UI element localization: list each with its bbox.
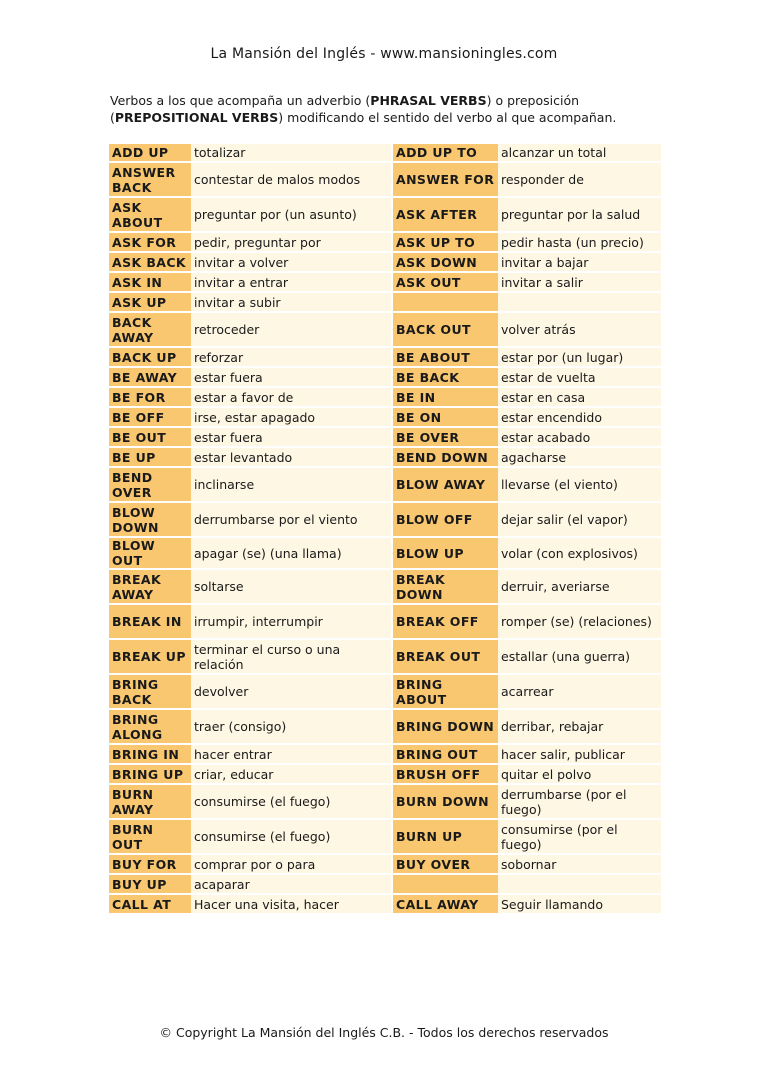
table-row xyxy=(109,785,661,818)
definition-right: romper (se) (relaciones) xyxy=(498,605,661,638)
verb-left: BRING BACK xyxy=(109,675,191,708)
definition-right: agacharse xyxy=(498,448,661,466)
verb-right: BRING OUT xyxy=(393,745,498,763)
definition-left: invitar a volver xyxy=(191,253,391,271)
verb-right: BURN UP xyxy=(393,820,498,853)
table-row xyxy=(109,368,661,386)
definition-left: criar, educar xyxy=(191,765,391,783)
table-row xyxy=(109,293,661,311)
definition-left: apagar (se) (una llama) xyxy=(191,538,391,568)
page-footer: © Copyright La Mansión del Inglés C.B. - Todos los derechos reservados xyxy=(159,1025,609,1040)
definition-left: estar a favor de xyxy=(191,388,391,406)
table-row xyxy=(109,388,661,406)
verb-left: ASK FOR xyxy=(109,233,191,251)
verb-right xyxy=(393,293,498,311)
verb-right: BE ON xyxy=(393,408,498,426)
definition-right xyxy=(498,875,661,893)
verb-right: CALL AWAY xyxy=(393,895,498,913)
verb-left: BREAK IN xyxy=(109,605,191,638)
verb-right: BE IN xyxy=(393,388,498,406)
definition-left: invitar a entrar xyxy=(191,273,391,291)
verb-left: CALL AT xyxy=(109,895,191,913)
verb-left: BE OFF xyxy=(109,408,191,426)
verb-right: BRING ABOUT xyxy=(393,675,498,708)
verb-left: BRING IN xyxy=(109,745,191,763)
table-row xyxy=(109,313,661,346)
verb-right: BE ABOUT xyxy=(393,348,498,366)
verb-right: BURN DOWN xyxy=(393,785,498,818)
page-header: La Mansión del Inglés - www.mansioningles.com xyxy=(210,46,558,62)
verb-right: BLOW UP xyxy=(393,538,498,568)
verb-left: BRING UP xyxy=(109,765,191,783)
verb-right: ASK AFTER xyxy=(393,198,498,231)
table-row xyxy=(109,875,661,893)
verb-right: BRUSH OFF xyxy=(393,765,498,783)
verb-right: BREAK OUT xyxy=(393,640,498,673)
verb-left: BE AWAY xyxy=(109,368,191,386)
definition-right: invitar a salir xyxy=(498,273,661,291)
table-row xyxy=(109,408,661,426)
definition-right: hacer salir, publicar xyxy=(498,745,661,763)
definition-left: Hacer una visita, hacer xyxy=(191,895,391,913)
verb-right: ADD UP TO xyxy=(393,144,498,161)
definition-right: estar en casa xyxy=(498,388,661,406)
table-row xyxy=(109,198,661,231)
verb-left: ASK ABOUT xyxy=(109,198,191,231)
verb-right: BUY OVER xyxy=(393,855,498,873)
definition-right: derrumbarse (por el fuego) xyxy=(498,785,661,818)
definition-left: terminar el curso o una relación xyxy=(191,640,391,673)
table-row xyxy=(109,503,661,536)
definition-left: estar levantado xyxy=(191,448,391,466)
table-row xyxy=(109,820,661,853)
table-row xyxy=(109,640,661,673)
verb-left: BACK AWAY xyxy=(109,313,191,346)
definition-left: reforzar xyxy=(191,348,391,366)
verb-right: BACK OUT xyxy=(393,313,498,346)
verbs-table xyxy=(109,142,661,915)
table-row xyxy=(109,538,661,568)
verb-left: BLOW OUT xyxy=(109,538,191,568)
verb-right: BLOW AWAY xyxy=(393,468,498,501)
definition-right: sobornar xyxy=(498,855,661,873)
verb-left: BE FOR xyxy=(109,388,191,406)
verb-left: ASK BACK xyxy=(109,253,191,271)
verb-right: BE BACK xyxy=(393,368,498,386)
table-row xyxy=(109,855,661,873)
intro-text-2: ) o preposición xyxy=(486,93,580,108)
intro-text-1: Verbos a los que acompaña un adverbio ( xyxy=(110,93,371,108)
table-row xyxy=(109,253,661,271)
verb-right: ASK DOWN xyxy=(393,253,498,271)
table-row xyxy=(109,163,661,196)
definition-left: pedir, preguntar por xyxy=(191,233,391,251)
definition-right: llevarse (el viento) xyxy=(498,468,661,501)
definition-right: estar de vuelta xyxy=(498,368,661,386)
verb-left: BE UP xyxy=(109,448,191,466)
verb-right: BRING DOWN xyxy=(393,710,498,743)
verb-right: ANSWER FOR xyxy=(393,163,498,196)
definition-right: volar (con explosivos) xyxy=(498,538,661,568)
definition-right: volver atrás xyxy=(498,313,661,346)
definition-left: preguntar por (un asunto) xyxy=(191,198,391,231)
definition-left: retroceder xyxy=(191,313,391,346)
table-row xyxy=(109,895,661,913)
verb-left: BACK UP xyxy=(109,348,191,366)
verb-left: ASK UP xyxy=(109,293,191,311)
definition-right: estallar (una guerra) xyxy=(498,640,661,673)
definition-right: Seguir llamando xyxy=(498,895,661,913)
definition-left: hacer entrar xyxy=(191,745,391,763)
intro-bold-phrasal: PHRASAL VERBS xyxy=(370,93,487,108)
definition-left: estar fuera xyxy=(191,368,391,386)
verb-left: ASK IN xyxy=(109,273,191,291)
definition-left: consumirse (el fuego) xyxy=(191,785,391,818)
verb-right: ASK OUT xyxy=(393,273,498,291)
verb-left: BREAK UP xyxy=(109,640,191,673)
intro-bold-prepositional: PREPOSITIONAL VERBS xyxy=(114,110,279,125)
verb-left: BUY FOR xyxy=(109,855,191,873)
table-row xyxy=(109,765,661,783)
verb-right: BE OVER xyxy=(393,428,498,446)
table-row xyxy=(109,428,661,446)
definition-right: alcanzar un total xyxy=(498,144,661,161)
verb-left: BREAK AWAY xyxy=(109,570,191,603)
definition-left: acaparar xyxy=(191,875,391,893)
definition-left: devolver xyxy=(191,675,391,708)
definition-left: inclinarse xyxy=(191,468,391,501)
table-row xyxy=(109,144,661,161)
definition-left: irrumpir, interrumpir xyxy=(191,605,391,638)
verb-right: ASK UP TO xyxy=(393,233,498,251)
definition-right: acarrear xyxy=(498,675,661,708)
verb-right: BREAK OFF xyxy=(393,605,498,638)
verb-left: ANSWER BACK xyxy=(109,163,191,196)
table-row xyxy=(109,273,661,291)
definition-right: consumirse (por el fuego) xyxy=(498,820,661,853)
verb-left: BURN OUT xyxy=(109,820,191,853)
definition-right: pedir hasta (un precio) xyxy=(498,233,661,251)
definition-right: estar por (un lugar) xyxy=(498,348,661,366)
definition-left: totalizar xyxy=(191,144,391,161)
definition-left: derrumbarse por el viento xyxy=(191,503,391,536)
table-row xyxy=(109,605,661,638)
verb-left: BURN AWAY xyxy=(109,785,191,818)
table-row xyxy=(109,348,661,366)
definition-left: invitar a subir xyxy=(191,293,391,311)
intro-text-3: ( xyxy=(110,110,115,125)
definition-right: estar acabado xyxy=(498,428,661,446)
table-row xyxy=(109,233,661,251)
verb-left: ADD UP xyxy=(109,144,191,161)
verb-left: BEND OVER xyxy=(109,468,191,501)
definition-left: estar fuera xyxy=(191,428,391,446)
definition-right: derribar, rebajar xyxy=(498,710,661,743)
definition-right: estar encendido xyxy=(498,408,661,426)
table-row xyxy=(109,745,661,763)
verb-right: BREAK DOWN xyxy=(393,570,498,603)
table-row xyxy=(109,448,661,466)
verb-left: BUY UP xyxy=(109,875,191,893)
definition-left: comprar por o para xyxy=(191,855,391,873)
definition-left: contestar de malos modos xyxy=(191,163,391,196)
table-row xyxy=(109,710,661,743)
verb-left: BRING ALONG xyxy=(109,710,191,743)
verbs-table-body xyxy=(109,144,661,913)
definition-right: responder de xyxy=(498,163,661,196)
definition-right xyxy=(498,293,661,311)
verb-left: BE OUT xyxy=(109,428,191,446)
intro-paragraph xyxy=(110,92,670,126)
definition-right: dejar salir (el vapor) xyxy=(498,503,661,536)
definition-right: quitar el polvo xyxy=(498,765,661,783)
table-row xyxy=(109,468,661,501)
verb-right xyxy=(393,875,498,893)
definition-right: invitar a bajar xyxy=(498,253,661,271)
intro-text-4: ) modificando el sentido del verbo al que acompañan. xyxy=(278,110,617,125)
verb-right: BLOW OFF xyxy=(393,503,498,536)
definition-right: preguntar por la salud xyxy=(498,198,661,231)
definition-left: irse, estar apagado xyxy=(191,408,391,426)
definition-left: traer (consigo) xyxy=(191,710,391,743)
definition-right: derruir, averiarse xyxy=(498,570,661,603)
table-row xyxy=(109,675,661,708)
definition-left: consumirse (el fuego) xyxy=(191,820,391,853)
verb-right: BEND DOWN xyxy=(393,448,498,466)
definition-left: soltarse xyxy=(191,570,391,603)
verb-left: BLOW DOWN xyxy=(109,503,191,536)
table-row xyxy=(109,570,661,603)
